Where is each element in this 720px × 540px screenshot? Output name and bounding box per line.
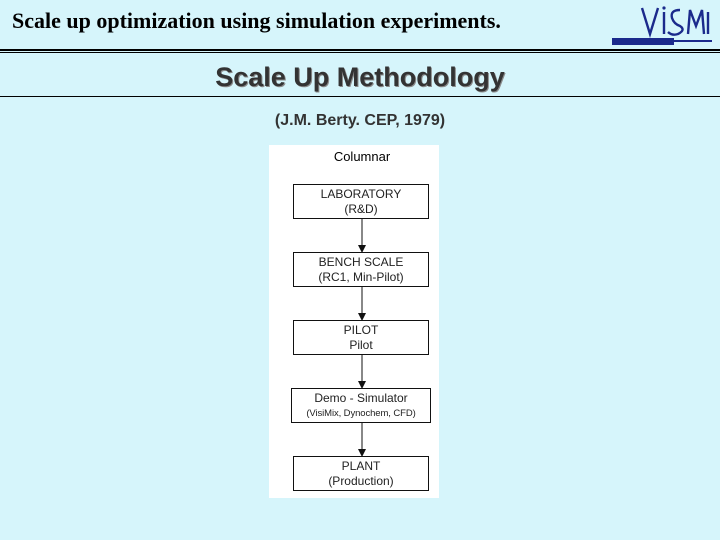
- step-plant-name: PLANT: [341, 459, 381, 473]
- step-plant: [293, 456, 429, 491]
- step-demo-simulator-name: Demo - Simulator: [314, 391, 408, 405]
- step-laboratory: [293, 184, 429, 219]
- step-bench-scale-detail: (RC1, Min-Pilot): [318, 270, 404, 284]
- step-pilot-detail: Pilot: [349, 338, 373, 352]
- slide-title: Scale Up Methodology: [215, 62, 505, 92]
- step-demo-simulator: [291, 388, 431, 423]
- step-plant-detail: (Production): [328, 474, 394, 488]
- slide-subtitle: (J.M. Berty. CEP, 1979): [274, 112, 446, 129]
- step-bench-scale-name: BENCH SCALE: [318, 255, 404, 269]
- flowchart-panel: [269, 145, 439, 498]
- step-bench-scale: [293, 252, 429, 287]
- title-divider: [0, 96, 720, 97]
- step-laboratory-name: LABORATORY: [320, 187, 402, 201]
- step-demo-simulator-detail: (VisiMix, Dynochem, CFD): [306, 408, 416, 419]
- step-laboratory-detail: (R&D): [344, 202, 378, 216]
- header-divider-thin: [0, 52, 720, 53]
- step-pilot-name: PILOT: [343, 323, 379, 337]
- logo-emblem: [642, 6, 708, 34]
- header-divider: [0, 49, 720, 51]
- step-pilot: [293, 320, 429, 355]
- flowchart-heading: Columnar: [333, 149, 391, 164]
- presentation-header-title: Scale up optimization using simulation experiments.: [12, 8, 501, 33]
- logo-tagline-bar: [612, 38, 674, 45]
- visimix-logo: [612, 2, 712, 46]
